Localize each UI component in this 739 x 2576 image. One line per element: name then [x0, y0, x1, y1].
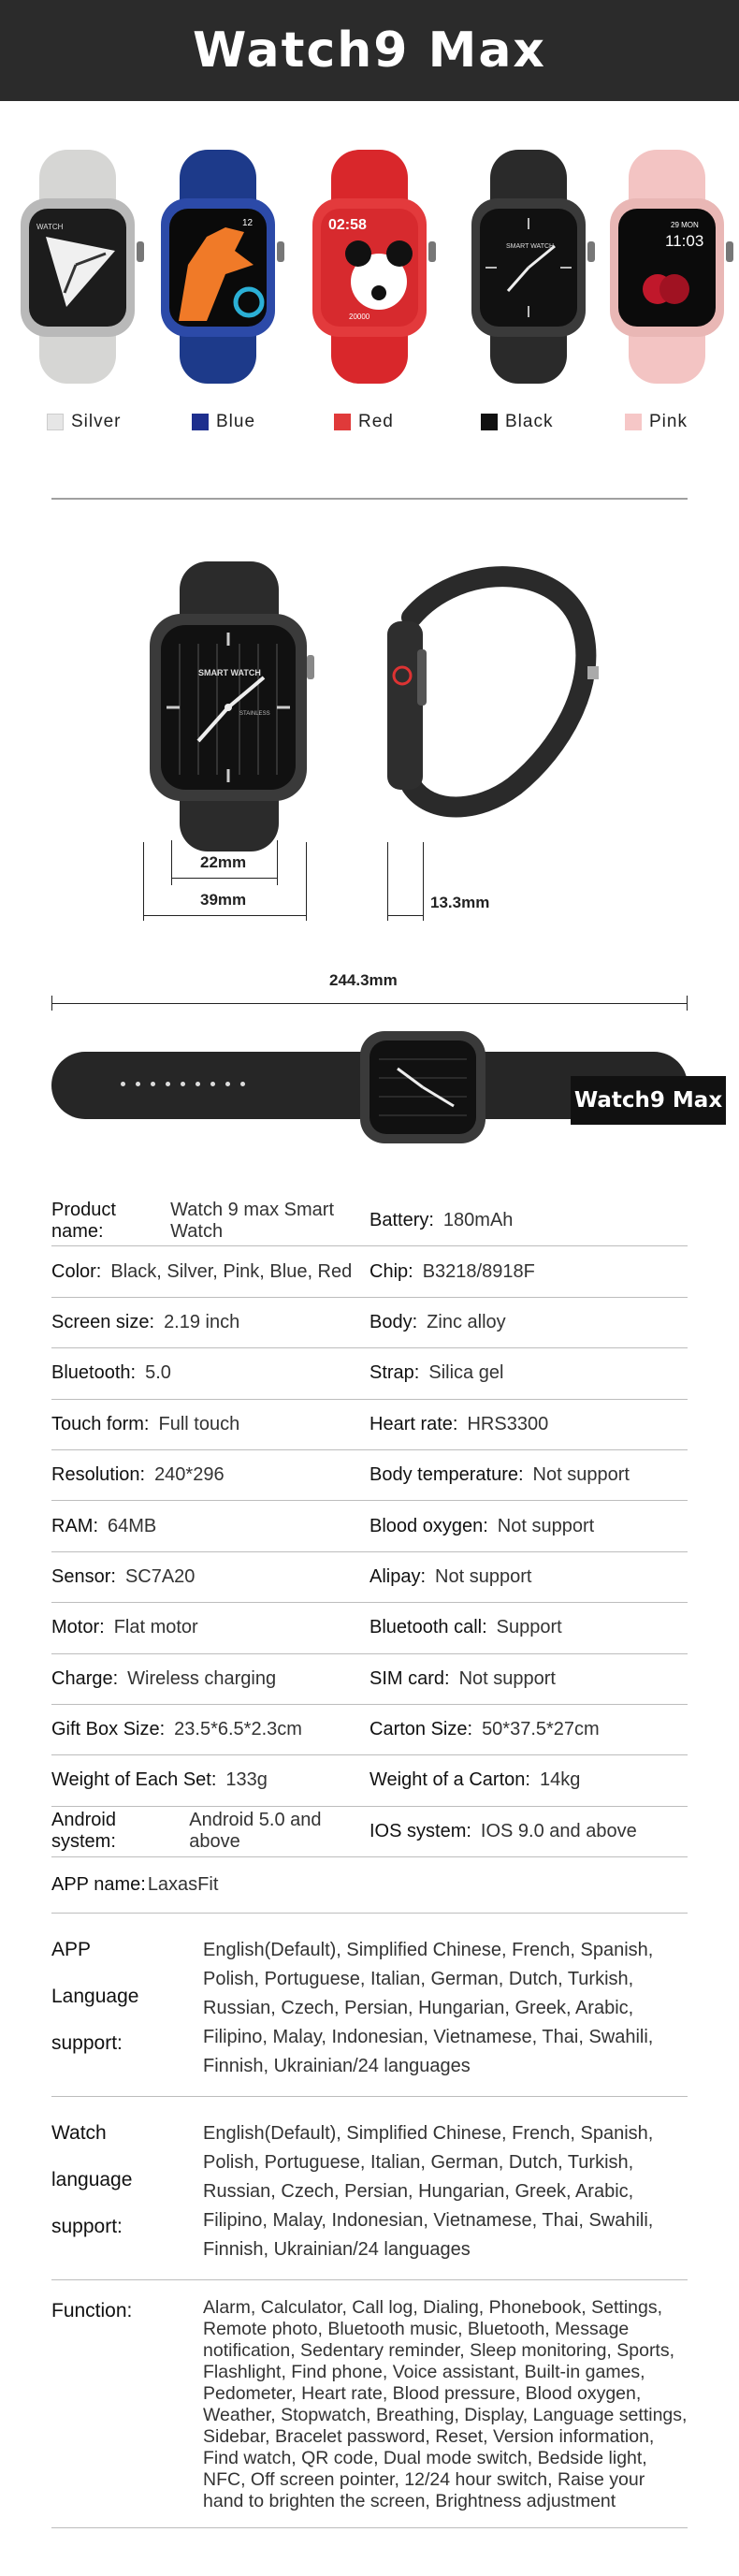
spec-cell-right	[370, 1719, 688, 1740]
dim-tick	[51, 996, 52, 1011]
spec-label: Bluetooth:	[51, 1362, 137, 1384]
swatch-red-box	[334, 414, 351, 430]
dim-tick	[143, 842, 144, 921]
spec-table	[51, 1196, 688, 1857]
spec-cell-right	[370, 1464, 688, 1486]
watch-silver	[17, 150, 138, 384]
spec-label: Charge:	[51, 1667, 119, 1689]
spec-value: Not support	[458, 1667, 556, 1689]
app-language-label-line: Language	[51, 1986, 139, 2008]
app-language-label-line: APP	[51, 1939, 92, 1961]
color-variants	[0, 101, 739, 457]
spec-cell-left	[51, 1617, 370, 1638]
spec-value: Silica gel	[428, 1362, 504, 1384]
total-length-label: 244.3mm	[329, 971, 398, 989]
swatch-blue	[192, 412, 255, 432]
spec-label: Chip:	[370, 1260, 413, 1282]
swatch-silver-box	[47, 414, 64, 430]
svg-text:12: 12	[242, 218, 254, 228]
spec-row	[51, 1348, 688, 1399]
swatch-black-box	[481, 414, 498, 430]
spec-value: Not support	[532, 1464, 630, 1486]
swatch-black-label: Black	[505, 412, 554, 431]
spec-cell-right	[370, 1821, 688, 1842]
function-label: Function:	[51, 2300, 133, 2322]
spec-value: 14kg	[539, 1769, 581, 1791]
dim-line-total	[51, 1003, 688, 1004]
spec-label: Color:	[51, 1260, 102, 1282]
spec-label: Heart rate:	[370, 1413, 458, 1434]
spec-label: Weight of a Carton:	[370, 1769, 530, 1791]
swatch-pink-label: Pink	[649, 412, 688, 431]
app-language-label-line: support:	[51, 2032, 123, 2055]
page-title: Watch9 Max	[193, 22, 546, 79]
spec-cell-right	[370, 1668, 688, 1690]
spec-row	[51, 1807, 688, 1857]
spec-value: 23.5*6.5*2.3cm	[174, 1719, 302, 1740]
spec-label: RAM:	[51, 1515, 98, 1536]
model-badge	[571, 1076, 726, 1125]
spec-cell-left	[51, 1668, 370, 1690]
spec-value: 180mAh	[442, 1210, 514, 1231]
spec-value: Watch 9 max Smart Watch	[170, 1199, 334, 1242]
spec-value: 2.19 inch	[164, 1311, 240, 1332]
spec-cell-right	[370, 1617, 688, 1638]
spec-row	[51, 1400, 688, 1450]
dim-tick	[423, 842, 424, 921]
spec-label: Motor:	[51, 1617, 105, 1638]
dim-tick	[387, 842, 388, 921]
spec-cell-left	[51, 1312, 370, 1333]
spec-label: Touch form:	[51, 1413, 150, 1434]
spec-row	[51, 1603, 688, 1653]
watch-language-label-line: language	[51, 2169, 133, 2191]
spec-row	[51, 1501, 688, 1551]
spec-label: Sensor:	[51, 1565, 116, 1587]
spec-value: Full touch	[158, 1413, 240, 1434]
function-block	[51, 2280, 688, 2528]
red-screen-steps: 20000	[349, 313, 370, 321]
app-language-text: English(Default), Simplified Chinese, French, Spanish, Polish, Portuguese, Italian, German, Dutch, Turkish, Russian, Czech, Persian, Hungarian, Greek, Arabic, Filipino, Malay, Indonesian, Vietnamese, Thai, Swahili, Finnish, Ukrainian/24 languages	[203, 1940, 654, 2077]
watch-side-view	[374, 561, 617, 842]
page-header	[0, 0, 739, 101]
spec-cell-right	[370, 1516, 688, 1537]
spec-value: Zinc alloy	[427, 1311, 506, 1332]
spec-label: Bluetooth call:	[370, 1617, 487, 1638]
silver-screen-text: WATCH	[36, 223, 64, 231]
app-name-label: APP name:	[51, 1874, 146, 1896]
spec-value: Not support	[497, 1515, 595, 1536]
spec-label: Battery:	[370, 1210, 434, 1231]
spec-cell-right	[370, 1566, 688, 1588]
spec-label: Blood oxygen:	[370, 1515, 488, 1536]
spec-cell-left	[51, 1200, 370, 1243]
spec-cell-right	[370, 1769, 688, 1791]
spec-cell-left	[51, 1719, 370, 1740]
swatch-black	[481, 412, 553, 432]
spec-label: Carton Size:	[370, 1719, 473, 1740]
spec-value: B3218/8918F	[422, 1260, 535, 1282]
spec-label: Screen size:	[51, 1311, 155, 1332]
spec-value: Android 5.0 and above	[189, 1810, 322, 1853]
spec-row	[51, 1705, 688, 1755]
pink-screen-date: 29 MON	[671, 221, 699, 229]
spec-value: Black, Silver, Pink, Blue, Red	[110, 1260, 353, 1282]
model-badge-text: Watch9 Max	[573, 1088, 723, 1113]
spec-value: Support	[496, 1617, 562, 1638]
app-language-block	[51, 1914, 688, 2097]
dim-line-screen	[171, 878, 277, 879]
spec-details	[51, 1857, 688, 2528]
spec-row	[51, 1196, 688, 1246]
spec-value: Not support	[435, 1565, 532, 1587]
spec-value: 240*296	[154, 1464, 225, 1486]
red-screen-time: 02:58	[328, 217, 367, 233]
spec-cell-left	[51, 1810, 370, 1853]
spec-value: Wireless charging	[127, 1667, 277, 1689]
spec-value: SC7A20	[124, 1565, 196, 1587]
watch-black	[468, 150, 589, 384]
function-text: Alarm, Calculator, Call log, Dialing, Phonebook, Settings, Remote photo, Bluetooth music, Bluetooth, Message notification, Sedentary reminder, Sleep monitoring, Sports, Flashlight, Find phone, Voice assistant, Built-in games, Pedometer, Heart rate, Blood pressure, Blood oxygen, Weather, Stopwatch, Breathing, Display, Language settings, Sidebar, Bracelet password, Reset, Version information, Find watch, QR code, Dual mode switch, Bedside light, NFC, Off screen pointer, 12/24 hour switch, Raise your hand to brighten the screen, Brightness adjustment	[203, 2297, 688, 2512]
spec-label: IOS system:	[370, 1820, 471, 1841]
face-sub-text: STAINLESS	[239, 711, 270, 717]
watch-red	[309, 150, 430, 384]
pink-screen-time: 11:03	[665, 232, 704, 250]
spec-cell-left	[51, 1261, 370, 1283]
spec-value: IOS 9.0 and above	[480, 1820, 637, 1841]
face-brand-text: SMART WATCH	[198, 668, 261, 677]
spec-row	[51, 1755, 688, 1806]
swatch-silver	[47, 412, 122, 432]
spec-label: Alipay:	[370, 1565, 427, 1587]
watch-language-label-line: Watch	[51, 2122, 107, 2145]
swatch-pink-box	[625, 414, 642, 430]
spec-cell-right	[370, 1414, 688, 1435]
spec-row	[51, 1298, 688, 1348]
dim-tick	[306, 842, 307, 921]
spec-label: Android system:	[51, 1810, 116, 1853]
spec-cell-left	[51, 1516, 370, 1537]
swatch-silver-label: Silver	[71, 412, 122, 431]
spec-cell-right	[370, 1312, 688, 1333]
watch-language-label-line: support:	[51, 2216, 123, 2238]
spec-label: Resolution:	[51, 1464, 146, 1486]
spec-label: Body:	[370, 1311, 418, 1332]
spec-row	[51, 1552, 688, 1603]
app-name-row	[51, 1857, 688, 1914]
thickness-label: 13.3mm	[430, 894, 490, 911]
case-width-label: 39mm	[200, 891, 247, 909]
dim-tick	[687, 996, 688, 1011]
spec-cell-right	[370, 1210, 688, 1231]
dim-line-case	[143, 915, 306, 916]
spec-cell-left	[51, 1414, 370, 1435]
spec-label: Body temperature:	[370, 1464, 524, 1486]
watch-front-view	[140, 561, 318, 851]
dim-tick	[277, 840, 278, 885]
spec-cell-left	[51, 1362, 370, 1384]
swatch-blue-box	[192, 414, 209, 430]
spec-value: Flat motor	[113, 1617, 198, 1638]
spec-label: Weight of Each Set:	[51, 1769, 217, 1791]
swatch-blue-label: Blue	[216, 412, 256, 431]
swatch-red	[334, 412, 394, 432]
app-name-value: LaxasFit	[147, 1874, 219, 1896]
spec-value: 5.0	[145, 1362, 171, 1384]
dim-line-thickness	[387, 915, 423, 916]
spec-row	[51, 1654, 688, 1705]
spec-label: Product name:	[51, 1199, 116, 1242]
watch-pink	[606, 150, 728, 384]
spec-value: 133g	[225, 1769, 268, 1791]
spec-cell-right	[370, 1261, 688, 1283]
spec-value: 50*37.5*27cm	[482, 1719, 600, 1740]
spec-cell-left	[51, 1566, 370, 1588]
spec-cell-right	[370, 1362, 688, 1384]
swatch-pink	[625, 412, 688, 432]
watch-language-text: English(Default), Simplified Chinese, French, Spanish, Polish, Portuguese, Italian, German, Dutch, Turkish, Russian, Czech, Persian, Hungarian, Greek, Arabic, Filipino, Malay, Indonesian, Vietnamese, Thai, Swahili, Finnish, Ukrainian/24 languages	[203, 2123, 654, 2261]
spec-cell-left	[51, 1769, 370, 1791]
black-screen-brand: SMART WATCH	[506, 243, 555, 250]
app-language-label	[51, 1927, 203, 2081]
spec-label: Strap:	[370, 1362, 420, 1384]
screen-width-label: 22mm	[200, 853, 247, 871]
spec-label: Gift Box Size:	[51, 1719, 166, 1740]
spec-value: 64MB	[108, 1515, 157, 1536]
section-divider	[51, 498, 688, 500]
watch-language-label	[51, 2110, 203, 2264]
swatch-red-label: Red	[358, 412, 394, 431]
spec-cell-left	[51, 1464, 370, 1486]
spec-row	[51, 1450, 688, 1501]
spec-label: SIM card:	[370, 1667, 450, 1689]
watch-blue	[157, 150, 279, 384]
spec-value: HRS3300	[467, 1413, 549, 1434]
watch-language-block	[51, 2097, 688, 2280]
spec-row	[51, 1246, 688, 1297]
